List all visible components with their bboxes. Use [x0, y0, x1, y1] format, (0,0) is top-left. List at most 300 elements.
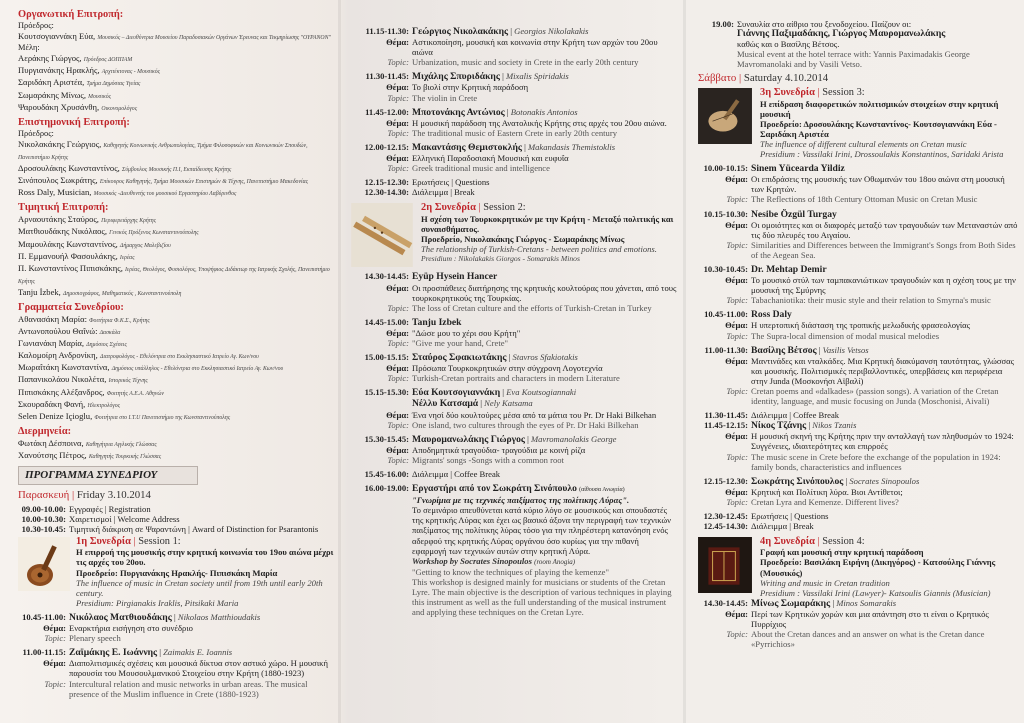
- member-affiliation: Καθηγήτρια Αγγλικής Γλώσσας: [85, 441, 157, 448]
- talk-speaker-row: [688, 264, 1024, 275]
- session-4-title: Γραφή και μουσική στην κρητική παράδοση: [760, 547, 924, 558]
- workshop: 16.00-19.00: Εργαστήρι από τον Σωκράτη Σινόπουλο (αίθουσα Ανωγεία) "Γνωρίμια με τις τεχνικές παιξίματος της πολίτικης Λύρας". Το σεμινάριο απευθύνεται κατά κύριο λόγο σε μουσικούς και σπουδαστές της κρητικής Λύρας και έχει ως βασικό άξονα την περιγραφή των τεχνικών παιξίματος της πολίτικης λύρας τόσο για την πληρέστερη κατανόηση ενός αδερφού της κρητικής Λύρας οργάνου όσο κυρίως για την πιθανή εφαρμογή των τεχνικών αυτών στην κρητική Λύρα. Workshop by Socrates Sinopoulos (room Anogia) "Getting to know the techniques of playing the kemenze" This workshop is designed mainly for musicians or students of the Cretan Lyre. The main objective is the description of various techniques in playing this instrument as well as the full understanding of the musical instrument and applying these techniques on the Cretan Lyre.: [364, 483, 672, 618]
- committee-member: [18, 226, 338, 238]
- session-1-talks: [0, 612, 338, 699]
- session-2-title: Η σχέση των Τουρκοκρητικών με την Κρήτη - Μεταξύ πολιτικής και συναισθήματος.: [421, 213, 674, 234]
- talk-topic-row: [688, 331, 1024, 341]
- talk-time: 14.30-14.45:: [364, 271, 409, 282]
- member-name: Σινόπουλος Σωκράτης,: [18, 175, 98, 186]
- member-name: Καλομοίρη Ανδρονίκη,: [18, 350, 98, 361]
- talk: [688, 476, 1024, 507]
- sci-members: [18, 139, 338, 199]
- talk-theme: Η μουσική σκηνή της Κρήτης πριν την ανταλλαγή των πληθυσμών το 1924: Συγγένειες, ιδιαιτερότητες και επιρροές: [751, 431, 1014, 452]
- schedule-row: [0, 514, 338, 524]
- speaker-name: Νικόλαος Ματθιουδάκης: [69, 611, 172, 623]
- talk-speaker-row: [0, 612, 338, 623]
- talk-theme: Η υπερτοπική διάσταση της τροπικής μελωδικής φρασεολογίας: [751, 320, 971, 331]
- topic-label: Topic:: [387, 163, 409, 174]
- topic-label: Topic:: [726, 386, 748, 396]
- talk: [688, 420, 1024, 471]
- talk: [343, 317, 683, 348]
- secretariat-title: Γραμματεία Συνεδρίου:: [18, 301, 124, 313]
- committee-member: [18, 399, 338, 411]
- session-2-chair: Προεδρείο, Νικολακάκης Γιώργος - Σωμαράκης Μίνως: [421, 233, 625, 244]
- talk-topic: The traditional music of Eastern Crete in early 20th century: [412, 127, 617, 138]
- talk-topic-row: [343, 128, 683, 138]
- talk-time: 11.00-11.30:: [704, 344, 748, 355]
- talk: [688, 264, 1024, 305]
- committee-member: [18, 287, 338, 299]
- schedule-text: Χαιρετισμοί | Welcome Address: [69, 514, 180, 525]
- theme-label: Θέμα:: [386, 153, 409, 164]
- session-1: [0, 537, 338, 608]
- member-affiliation: Σύμβουλος Μουσικής Π.Ι, Εκπαίδευσης Κρήτης: [121, 167, 232, 174]
- speaker: Σωκράτης Σινόπουλος | Socrates Sinopoulos: [751, 475, 920, 487]
- committee-member: [18, 90, 338, 102]
- schedule-row: 12.45-14.30: Διάλειμμα | Break: [703, 521, 814, 532]
- talk-speaker-row: [343, 271, 683, 282]
- talk-theme: Διαπολιτισμικές σχέσεις και μουσικά δίκτυα στον αστικό χώρο. Η μουσική παρουσία του Μουσουλμανικού Στοιχείου στην Κρήτη (1880-1923): [69, 658, 328, 679]
- committee-member: [18, 65, 338, 77]
- talk-time: 12.15-12.30:: [703, 475, 748, 486]
- member-affiliation: Ιερέας: [119, 254, 135, 261]
- talk: [688, 163, 1024, 204]
- schedule-text: Τιμητική διάκριση σε Ψαραντώνη | Award of Distinction for Psarantonis: [69, 524, 319, 535]
- theme-label: Θέμα:: [725, 219, 748, 230]
- schedule-row: 15.45-16.00: Διάλειμμα | Coffee Break: [364, 469, 501, 479]
- talk-topic: The loss of Cretan culture and the efforts of Turkish-Cretan in Turkey: [412, 302, 652, 313]
- speaker: [412, 271, 497, 282]
- column-saturday: [688, 0, 1024, 723]
- talk-speaker-row: [343, 352, 683, 363]
- session-2-title-en: The relationship of Turkish-Cretans - between politics and emotions.: [421, 243, 657, 254]
- talks-list: [343, 26, 683, 173]
- session-3-chair: Προεδρείο: Δροσουλάκης Κωνσταντίνος- Κουτσογιαννάκη Εύα - Σαριδάκη Αριστέα: [760, 118, 997, 139]
- talk: [343, 107, 683, 138]
- member-name: Μωραΐτάκη Κωνσταντίνα,: [18, 362, 110, 373]
- theme-label: Θέμα:: [386, 82, 409, 93]
- speaker-name: Νίκος Τζάνης: [751, 420, 807, 432]
- speaker-name: Σταύρος Σφακιωτάκης: [412, 352, 507, 364]
- members-label: Μέλη:: [18, 43, 40, 53]
- talk-time: 10.00-10.15:: [703, 163, 748, 174]
- committee-member: [18, 326, 338, 338]
- session-3-title-en: The influence of different cultural elements on Cretan music: [760, 138, 967, 149]
- opening-rows: [0, 504, 338, 534]
- session-4-chair-en: Presidium : Vassilaki Irini (Lawyer)- Katsoulis Giannis (Musician): [760, 587, 991, 598]
- theme-label: Θέμα:: [386, 409, 409, 420]
- schedule-row: 12.30-12.45: Ερωτήσεις | Questions: [703, 511, 829, 522]
- talk-speaker-row: [688, 420, 1024, 431]
- committee-member: [18, 263, 338, 287]
- talk-topic: Turkish-Cretan portraits and characters in modern Literature: [412, 373, 620, 384]
- topic-label: Topic:: [387, 57, 409, 68]
- talk-topic: "Give me your hand, Crete": [412, 337, 509, 348]
- org-committee-title: Οργανωτική Επιτροπή:: [18, 9, 124, 20]
- committee-member: [18, 77, 338, 89]
- talk-topic: Cretan Lyra and Kemenze. Different lives?: [751, 496, 899, 507]
- schedule-row: 12.30-14.30: Διάλειμμα | Break: [364, 187, 475, 198]
- speaker: [412, 317, 462, 328]
- member-affiliation: Φοιτητής Α.Ε.Α. Αθηνών: [106, 390, 164, 397]
- member-affiliation: Επίκουρος Καθηγητής, Τμήμα Μουσικών Επιστημών & Τέχνης, Πανεπιστήμιο Μακεδονίας: [99, 179, 309, 186]
- member-name: Σαριδάκη Αριστέα,: [18, 77, 85, 88]
- talk-topic: Plenary speech: [69, 633, 121, 644]
- member-name: Μαμουλάκης Κωνσταντίνος,: [18, 238, 118, 249]
- member-affiliation: Δασκάλα: [99, 330, 121, 337]
- talk-topic-row: [343, 93, 683, 103]
- member-affiliation: Δήμαρχος Μαλεβιζίου: [119, 242, 171, 249]
- talks-list: [688, 420, 1024, 507]
- day-heading: Σάββατο | Saturday 4.10.2014: [698, 72, 829, 85]
- talk-topic-row: [688, 240, 1024, 260]
- speaker: Σταύρος Σφακιωτάκης | Stavros Sfakiotakis: [412, 352, 578, 364]
- president-line: Κουτσογιαννάκη Εύα, Μουσικός – Διευθύντρια Μουσείου Παραδοσιακών Οργάνων Έρευνας και Τεκμηρίωσης "ΟΥΡΑΝΟΝ": [18, 31, 331, 42]
- talk: [343, 271, 683, 312]
- topic-label: Topic:: [726, 330, 748, 341]
- speaker-name-en: Vasilis Vetsos: [822, 344, 869, 355]
- talk-topic: Greek traditional music and intelligence: [412, 163, 550, 174]
- talk-topic: The music scene in Crete before the exchange of the population in 1924: family bonds, characteristics and influences: [751, 451, 1001, 472]
- topic-label: Topic:: [387, 92, 409, 103]
- member-name: Selen Denize Içioglu,: [18, 410, 93, 421]
- talk-theme-row: [0, 623, 338, 633]
- talk-topic: Migrants' songs -Songs with a common root: [412, 454, 564, 465]
- talk-time: 11.15-11.30:: [365, 26, 409, 36]
- theme-label: Θέμα:: [386, 37, 409, 48]
- member-affiliation: Δημόσιος Σχέσεις: [86, 342, 127, 349]
- speaker-name-en: Nely Katsama: [484, 398, 533, 409]
- talk-speaker-row: [688, 163, 1024, 174]
- talk-time: 11.00-11.15:: [22, 647, 66, 658]
- speaker: Βασίλης Βέτσος | Vasilis Vetsos: [751, 344, 869, 356]
- speaker-name: Μακαντάσης Θεμιστοκλής: [412, 141, 522, 153]
- talk-time: 15.30-15.45:: [364, 433, 409, 444]
- committee-member: [18, 163, 338, 175]
- speaker: Μακαντάσης Θεμιστοκλής | Makandasis Themistoklis: [412, 141, 616, 153]
- sec-members: [18, 314, 338, 423]
- topic-label: Topic:: [387, 454, 409, 465]
- committee-member: [18, 374, 338, 386]
- session-3: [688, 88, 1024, 159]
- member-affiliation: Πρόεδρος ΔΟΠΠΑΜ: [83, 57, 133, 64]
- schedule-row: 11.30-11.45: Διάλειμμα | Coffee Break: [704, 410, 840, 421]
- talk-theme: Οι επιδράσεις της μουσικής των Οθωμανών του 18ου αιώνα στη μουσική των Κρητών.: [751, 174, 1005, 195]
- member-affiliation: Φοιτήτρια Φ.Κ.Σ., Κρήτης: [89, 317, 150, 324]
- time: 10.30-10.45:: [21, 524, 66, 535]
- speaker: Μίνως Σωμαράκης | Minos Somarakis: [751, 597, 897, 609]
- session-3-title: Η επίδραση διαφορετικών πολιτισμικών στοιχείων στην κρητική μουσική: [760, 98, 999, 119]
- president-label: Πρόεδρος:: [18, 21, 54, 30]
- talk-theme: Οι ομοιότητες και οι διαφορές μεταξύ των τραγουδιών των Μεταναστών από τις δύο πλευρές του Αιγαίου.: [751, 219, 1018, 240]
- theme-label: Θέμα:: [43, 623, 66, 634]
- member-affiliation: Καθηγητής Τουρκικής Γλώσσας: [88, 453, 162, 460]
- talk-theme-row: [688, 431, 1024, 451]
- talk-time: 12.00-12.15:: [364, 141, 409, 152]
- member-affiliation: Ιερέας, Θεολόγος, Φυσιολόγος, Υποψήφιος Διδάκτωρ της Ιατρικής Σχολής, Πανεπιστήμιο Κρήτης: [18, 266, 330, 285]
- session-4: [688, 537, 1024, 598]
- talk-speaker-row: [0, 647, 338, 658]
- schedule-row: [0, 524, 338, 534]
- session-3-heading: 3η Συνεδρία | Session 3:: [760, 87, 865, 99]
- talk-time: 11.45-12.00:: [365, 106, 409, 117]
- talk-theme-row: [343, 283, 683, 303]
- talk-topic-row: [688, 386, 1024, 406]
- member-name: Αντωνοπούλου Θαΐνώ:: [18, 326, 98, 337]
- speaker: Μιχάλης Σπυριδάκης | Mixalis Spiridakis: [412, 71, 569, 83]
- talk-topic-row: [343, 338, 683, 348]
- member-name: Γωνιανάκη Μαρία,: [18, 338, 85, 349]
- speaker: Νικόλαος Ματθιουδάκης | Nikolaos Matthioudakis: [69, 611, 261, 623]
- talk-topic-row: [343, 455, 683, 465]
- talk-time: 10.30-10.45:: [703, 263, 748, 274]
- committee-member: [18, 362, 338, 374]
- committee-member: [18, 139, 338, 163]
- talk: [343, 434, 683, 465]
- committee-member: [18, 387, 338, 399]
- speaker-name: Βασίλης Βέτσος: [751, 344, 817, 356]
- theme-label: Θέμα:: [725, 275, 748, 286]
- hon-committee-title: Τιμητική Επιτροπή:: [18, 202, 109, 214]
- topic-label: Topic:: [726, 295, 748, 306]
- talk-topic: Cretan poems and «dalkades» (passion songs). A variation of the Cretan identity, language, and music focusing on Junda (Moschonisi, Aivali): [751, 386, 999, 407]
- topic-label: Topic:: [44, 633, 66, 644]
- column-committees: [0, 0, 338, 723]
- talk: [0, 612, 338, 643]
- talk-topic: The violin in Crete: [412, 92, 478, 103]
- member-name: Σκουραδάκη Φανή,: [18, 398, 86, 409]
- member-name: Σωμαράκης Μίνως,: [18, 89, 86, 100]
- member-affiliation: Μουσικός -Διευθυντής του μουσικού Εργαστηρίου Λαβύρινθος: [93, 191, 237, 198]
- session-2: [343, 203, 683, 267]
- talk: [688, 309, 1024, 340]
- book-photo: [696, 537, 754, 593]
- session-4-heading: 4η Συνεδρία | Session 4:: [760, 536, 865, 548]
- schedule-row: 12.15-12.30: Ερωτήσεις | Questions: [364, 177, 490, 188]
- member-affiliation: Καθηγητής Κοινωνικής Ανθρωπολογίας, Τμήμα Φιλοσοφικών και Κοινωνικών Σπουδών, Πανεπιστήμιο Κρήτης: [18, 142, 308, 161]
- committee-member: [18, 239, 338, 251]
- talk-time: 11.30-11.45:: [365, 71, 409, 82]
- talk-topic-row: [343, 163, 683, 173]
- topic-label: Topic:: [387, 373, 409, 384]
- member-affiliation: Ιστορικός Τέχνης: [108, 378, 148, 385]
- theme-label: Θέμα:: [386, 444, 409, 455]
- speaker-name-en: Makandasis Themistoklis: [527, 141, 616, 152]
- talk-topic-row: [688, 295, 1024, 305]
- talk: [343, 352, 683, 383]
- talk-speaker-row: [343, 26, 683, 37]
- theme-label: Θέμα:: [725, 608, 748, 619]
- member-name: Νικολακάκης Γεώργιος,: [18, 138, 102, 149]
- talk-theme: Η μουσική παράδοση της Ανατολικής Κρήτης στις αρχές του 20ου αιώνα.: [412, 117, 667, 128]
- speaker-name: Σωκράτης Σινόπουλος: [751, 475, 844, 487]
- theme-label: Θέμα:: [386, 282, 409, 293]
- talk-speaker-row: [343, 142, 683, 153]
- speaker-name: Εύα Κουτσογιαννάκη: [412, 387, 501, 399]
- speaker: Νίκος Τζάνης | Nikos Tzanis: [751, 420, 857, 432]
- member-name: Ψαρουδάκη Χρυσάνθη,: [18, 101, 100, 112]
- day-heading: Παρασκευή | Friday 3.10.2014: [18, 489, 151, 501]
- speaker: Μαυρομανωλάκης Γιώργος | Mavromanolakis George: [412, 433, 617, 445]
- session-4-talks: [688, 598, 1024, 649]
- talk-time: 15.00-15.15:: [364, 352, 409, 363]
- talk-topic: About the Cretan dances and an answer on what is the Cretan dance «Pyrrichios»: [751, 629, 985, 650]
- speaker-name-en: Stavros Sfakiotakis: [512, 352, 578, 363]
- member-affiliation: Γενικός Πρόξενος Κωνσταντινούπολης: [109, 230, 199, 237]
- member-affiliation: Οικονομολόγος: [101, 105, 138, 112]
- member-name: Tanju İzbek,: [18, 286, 61, 297]
- topic-label: Topic:: [726, 194, 748, 205]
- speaker-name: Μποτονάκης Αντώνιος: [412, 106, 505, 118]
- member-name: Παπανικολάου Νικολέτα,: [18, 374, 107, 385]
- talk-theme-row: [343, 445, 683, 455]
- talk-speaker-row: [688, 309, 1024, 320]
- talk-time: 10.45-11.00:: [704, 309, 748, 320]
- talk-theme-row: [688, 174, 1024, 194]
- talk-theme: "Δώσε μου το χέρι σου Κρήτη": [412, 327, 521, 338]
- topic-label: Topic:: [387, 302, 409, 313]
- talk-theme-row: [688, 220, 1024, 240]
- speaker-name-en: Botonakis Antonios: [510, 106, 578, 117]
- member-affiliation: Περιφερειάρχης Κρήτης: [101, 218, 157, 225]
- evening-concert: 19.00: Συναυλία στο αίθριο του ξενοδοχείου. Παίζουν οι: Γιάννης Παξιμαδάκης, Γιώργος Μαυρομανωλάκης καθώς και ο Βασίλης Βέτσος. Musical event at the hotel terrace with: Yannis Paximadakis George Mavromanolaki and by Vasili Vetso.: [711, 19, 970, 70]
- talk-speaker-row: [343, 434, 683, 445]
- committee-member: [18, 214, 338, 226]
- talk-speaker-row: [688, 598, 1024, 609]
- member-name: Φωτάκη Δέσποινα,: [18, 437, 84, 448]
- speaker-name: Sinem Yücearda Yildiz: [751, 163, 845, 175]
- speaker-name: Γεώργιος Νικολακάκης: [412, 26, 509, 37]
- member-name: Π. Κωνσταντίνος Πιπισκάκης,: [18, 262, 123, 273]
- talk-speaker-row: [688, 209, 1024, 220]
- speaker-name: Νέλλυ Κατσαμά: [412, 398, 479, 410]
- speaker-name: Μιχάλης Σπυριδάκης: [412, 71, 500, 83]
- flute-photo: [349, 203, 415, 267]
- member-affiliation: Αρχιτέκτονας - Μουσικός: [101, 69, 161, 76]
- member-name: Χανούτσης Πέτρος,: [18, 449, 87, 460]
- talk: [688, 209, 1024, 260]
- committee-member: [18, 338, 338, 350]
- theme-label: Θέμα:: [725, 355, 748, 366]
- org-members: [18, 53, 338, 113]
- topic-label: Topic:: [387, 337, 409, 348]
- speaker: Ζαϊμάκης Ε. Ιωάννης | Zaimakis E. Ioannis: [69, 647, 233, 659]
- topic-label: Topic:: [387, 419, 409, 430]
- speaker: Μποτονάκης Αντώνιος | Botonakis Antonios: [412, 106, 578, 118]
- speaker: [751, 163, 845, 174]
- speaker: [751, 209, 837, 220]
- lyre-photo: [696, 88, 754, 144]
- member-name: Αεράκης Γιώργος,: [18, 53, 82, 64]
- committee-member: [18, 102, 338, 114]
- talk-theme-row: [343, 82, 683, 92]
- talk-theme-row: [688, 609, 1024, 629]
- talk-theme-row: [688, 275, 1024, 295]
- talk-theme-row: [343, 118, 683, 128]
- talk-time: 14.30-14.45:: [703, 597, 748, 608]
- talk-speaker-row: [343, 398, 683, 409]
- talk-theme: Ένα νησί δύο κουλτούρες μέσα από τα μάτια του Pr. Dr Haki Bilkehan: [412, 409, 657, 420]
- session-2-heading: 2η Συνεδρία | Session 2:: [421, 202, 526, 214]
- hon-members: [18, 214, 338, 299]
- talk-topic: Urbanization, music and society in Crete in the early 20th century: [412, 57, 639, 68]
- speaker-name: Eyüp Hysein Hancer: [412, 271, 498, 283]
- speaker-name: Dr. Mehtap Demir: [751, 263, 827, 275]
- session-1-chair: Προεδρείο: Πυργιανάκης Ηρακλής- Πιπισκάκη Μαρία: [76, 567, 278, 578]
- speaker-name: Ζαϊμάκης Ε. Ιωάννης: [69, 647, 158, 659]
- talk-theme-row: [343, 37, 683, 57]
- topic-label: Topic:: [726, 239, 748, 250]
- talk-topic-row: [0, 633, 338, 643]
- talk-time: 14.45-15.00:: [364, 316, 409, 327]
- talk-speaker-row: [688, 345, 1024, 356]
- speaker-name: Ross Daly: [751, 309, 792, 321]
- topic-label: Topic:: [387, 127, 409, 138]
- member-affiliation: Δημοσιογράφος, Μαθηματικός , Κωνσταντινούπολη: [62, 290, 182, 297]
- fold-line: [338, 0, 341, 723]
- talk-topic-row: [688, 452, 1024, 472]
- talk-topic-row: [343, 303, 683, 313]
- committee-member: [18, 438, 338, 450]
- talk-topic: Similarities and Differences between the Immigrant's Songs from Both Sides of the Aegean Sea.: [751, 239, 1016, 260]
- spacer: [343, 398, 412, 409]
- schedule-row: [0, 504, 338, 514]
- time: 09.00-10.00:: [21, 504, 66, 514]
- trans-members: [18, 438, 338, 462]
- talk-theme-row: [343, 153, 683, 163]
- talk-theme: Κρητική και Πολίτικη λύρα. Βιοι Αντίθετοι;: [751, 486, 903, 497]
- member-name: Ματθιουδάκης Νικόλαος,: [18, 226, 107, 237]
- talk-theme-row: [688, 320, 1024, 330]
- talk-speaker-row: [688, 476, 1024, 487]
- talk-topic: Intercultural relation and music networks in urban areas. The musical presence of the Muslim influence in Crete (1880-1923): [69, 678, 308, 699]
- session-1-chair-en: Presidium: Pirgianakis Iraklis, Pitsikaki Maria: [76, 597, 239, 608]
- speaker-name-en: Eva Koutsogiannaki: [506, 387, 577, 398]
- fold-line: [683, 0, 686, 723]
- speaker-name-en: Minos Somarakis: [836, 597, 897, 608]
- talk: [343, 71, 683, 102]
- talk-topic-row: [343, 420, 683, 430]
- session-4-title-en: Writing and music in Cretan tradition: [760, 577, 890, 588]
- theme-label: Θέμα:: [725, 174, 748, 185]
- lute-photo: [18, 537, 70, 591]
- talk-theme-row: [343, 363, 683, 373]
- talk-topic-row: [688, 194, 1024, 204]
- theme-label: Θέμα:: [43, 658, 66, 669]
- member-affiliation: Ηλεκτρολόγος: [87, 402, 120, 409]
- talk-theme: Εναρκτήρια εισήγηση στο συνέδριο: [69, 623, 193, 634]
- talk: [0, 647, 338, 698]
- committee-member: [18, 175, 338, 187]
- talk-theme: Ελληνική Παραδοσιακή Μουσική και ευφυΐα: [412, 153, 569, 164]
- talk-topic-row: [343, 57, 683, 67]
- speaker-name: Tanju Izbek: [412, 316, 462, 328]
- member-affiliation: Τμήμα Δημόσιας Υγείας: [86, 81, 141, 88]
- member-name: Πιπισκάκης Αλέξανδρος,: [18, 386, 105, 397]
- speaker: Γεώργιος Νικολακάκης | Georgios Nikolakakis: [412, 26, 589, 37]
- theme-label: Θέμα:: [386, 363, 409, 374]
- speaker-name-en: Georgios Nikolakakis: [514, 26, 589, 36]
- member-name: Αρναουτάκης Σταύρος,: [18, 214, 99, 225]
- speaker: [751, 309, 792, 320]
- talk-theme: Αστικοποίηση, μουσική και κοινωνία στην Κρήτη των αρχών του 20ου αιώνα: [412, 37, 658, 58]
- session-2-talks: [343, 271, 683, 465]
- member-name: Δροσουλάκης Κωνσταντίνος,: [18, 163, 120, 174]
- talk-speaker-row: [343, 387, 683, 398]
- committee-member: [18, 350, 338, 362]
- talk-topic: Tabachaniotika: their music style and their relation to Smyrna's music: [751, 295, 991, 306]
- speaker-name-en: Mavromanolakis George: [530, 433, 617, 444]
